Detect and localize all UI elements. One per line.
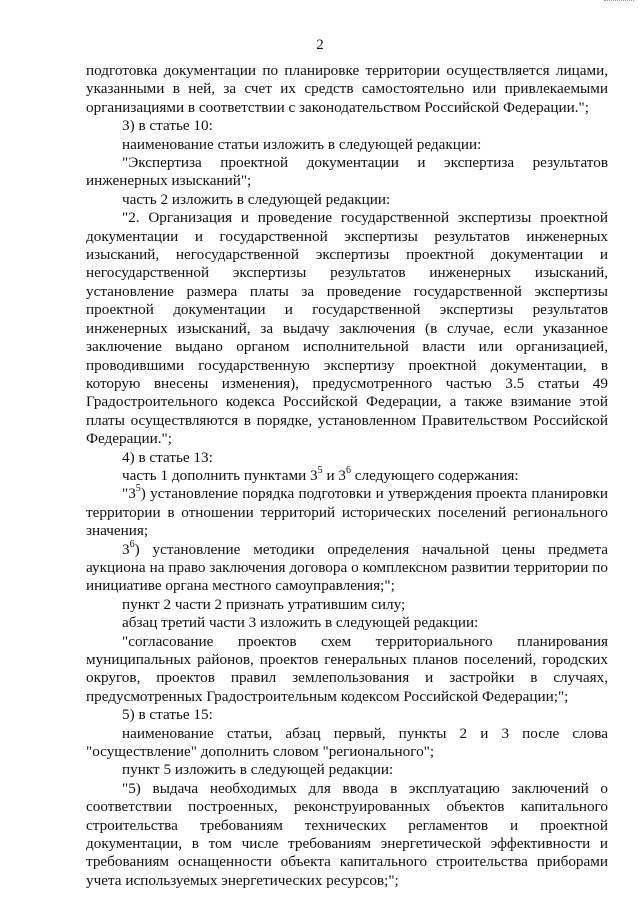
paragraph-part-1-addition: часть 1 дополнить пунктами $3^5$ и $3^6$ следующего содержания: [122,464,519,484]
scan-corner-mark [604,0,634,7]
paragraph-item-2-repeal: пункт 2 части 2 признать утратившим силу; [122,595,406,613]
paragraph-item-5-instruction: пункт 5 изложить в следующей редакции: [122,761,394,779]
paragraph-item-3-6: $3^6$) установление методики определения начальной цены предмета аукциона на право заключения договора о комплексном развитии территории по инициативе органа местного самоуправления;"; [86,538,608,595]
paragraph-article-15-amendment: наименование статьи, абзац первый, пункты 2 и 3 после слова "осуществление" дополнить словом "регионального"; [86,724,608,761]
paragraph-article-15-heading: 5) в статье 15: [122,706,213,724]
page-number: 2 [316,37,324,53]
document-body [86,62,608,890]
paragraph-part-2-quote: "2. Организация и проведение государственной экспертизы проектной документации и государственной экспертизы результатов инженерных изысканий, негосударственной экспертизы проектной документации и негосударственной экспертизы результатов инженерных изысканий, установление размера платы за проведение государственной экспертизы проектной документации и государственной экспертизы результатов инженерных изысканий, за выдачу заключения (в случае, если указанное заключение выдано органом исполнительной власти или организацией, проводившими государственную экспертизу проектной документации, в которую внесены изменения), предусмотренного частью 3.5 статьи 49 Градостроительного кодекса Российской Федерации, а также взимание этой платы осуществляются в порядке, установленном Правительством Российской Федерации."; [86,209,608,448]
paragraph-item-3-5: "$3^5$) установление порядка подготовки и утверждения проекта планировки территории в отношении территорий исторических поселений регионального значения; [86,483,608,540]
paragraph-part-2-instruction: часть 2 изложить в следующей редакции: [122,190,391,208]
paragraph-part-3-quote: "согласование проектов схем территориального планирования муниципальных районов, проектов генеральных планов поселений, городских округов, проектов правил землепользования и застройки в случаях, предусмотренных Градостроительным кодексом Российской Федерации;"; [86,632,608,705]
paragraph-article-title-quote: "Экспертиза проектной документации и экспертиза результатов инженерных изысканий"; [86,154,608,190]
paragraph-part-3-instruction: абзац третий части 3 изложить в следующей редакции: [122,614,479,632]
paragraph-article-10-heading: 3) в статье 10: [122,117,213,135]
paragraph-continuation: подготовка документации по планировке территории осуществляется лицами, указанными в ней, за счет их средств самостоятельно или привлекаемыми организациями в соответствии с законодательством Российской Федерации."; [86,62,608,116]
paragraph-item-5-quote: "5) выдача необходимых для ввода в эксплуатацию заключений о соответствии построенных, реконструированных объектов капитального строительства требованиям технических регламентов и проектной документации, в том числе требованиям энергетической эффективности и требованиям оснащенности объекта капитального строительства приборами учета используемых энергетических ресурсов;"; [86,779,608,889]
paragraph-article-title-instruction: наименование статьи изложить в следующей редакции: [122,135,482,153]
paragraph-article-13-heading: 4) в статье 13: [122,448,213,466]
